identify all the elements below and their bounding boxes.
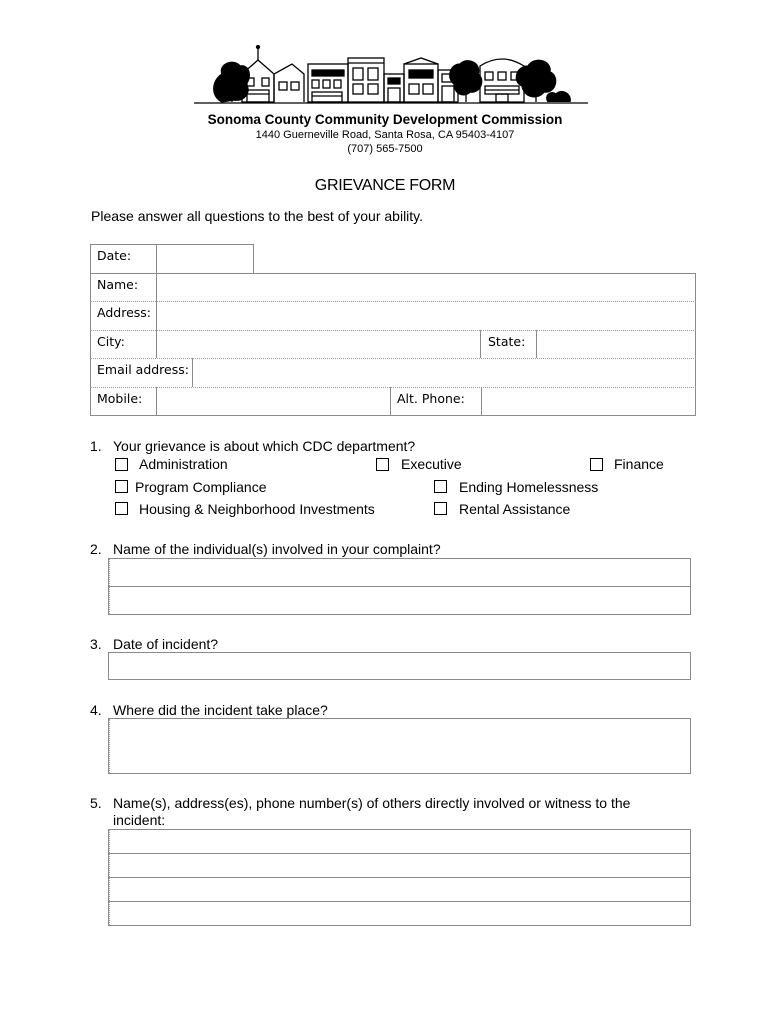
q5-answer-line-3[interactable] [110, 879, 689, 900]
form-instructions: Please answer all questions to the best of your ability. [91, 208, 424, 224]
question-text-continued: incident: [113, 812, 166, 828]
option-housing-neighborhood-label: Housing & Neighborhood Investments [139, 501, 375, 517]
option-finance-label: Finance [614, 456, 664, 472]
q2-answer-line-1[interactable] [110, 560, 689, 585]
organization-address: 1440 Guerneville Road, Santa Rosa, CA 95403-4107 [255, 129, 515, 141]
checkbox-rental-assistance[interactable] [434, 502, 447, 515]
cell-divider [390, 387, 391, 416]
alt-phone-label: Alt. Phone: [397, 391, 465, 406]
alt-phone-input[interactable] [482, 388, 695, 415]
checkbox-program-compliance[interactable] [115, 480, 128, 493]
mobile-input[interactable] [157, 388, 389, 415]
q5-answer-line-1[interactable] [110, 831, 689, 852]
town-skyline-logo [192, 44, 590, 106]
checkbox-housing-neighborhood[interactable] [115, 502, 128, 515]
q5-answer-line-4[interactable] [110, 903, 689, 924]
question-text: Date of incident? [113, 636, 219, 652]
organization-phone: (707) 565-7500 [347, 143, 423, 155]
question-number: 4. [90, 702, 102, 718]
option-program-compliance-label: Program Compliance [135, 479, 267, 495]
address-input[interactable] [157, 302, 695, 329]
city-input[interactable] [157, 331, 479, 357]
name-input[interactable] [157, 274, 695, 301]
checkbox-executive[interactable] [376, 458, 389, 471]
q5-answer-line-2[interactable] [110, 855, 689, 876]
question-text: Name(s), address(es), phone number(s) of others directly involved or witness to the [113, 795, 631, 811]
option-rental-assistance-label: Rental Assistance [459, 501, 571, 517]
name-label: Name: [97, 277, 139, 292]
row-divider [108, 877, 691, 878]
question-number: 2. [90, 541, 102, 557]
option-administration-label: Administration [139, 456, 228, 472]
form-title: GRIEVANCE FORM [314, 177, 456, 194]
email-input[interactable] [193, 359, 695, 386]
q3-answer-input[interactable] [110, 654, 689, 678]
question-5 [90, 795, 730, 831]
q4-answer-input[interactable] [110, 720, 689, 772]
row-divider [108, 901, 691, 902]
checkbox-finance[interactable] [590, 458, 603, 471]
question-number: 3. [90, 636, 102, 652]
state-input[interactable] [537, 331, 695, 357]
question-number: 1. [90, 438, 102, 454]
state-label: State: [488, 334, 526, 349]
city-label: City: [97, 334, 125, 349]
checkbox-administration[interactable] [115, 458, 128, 471]
question-text: Name of the individual(s) involved in your complaint? [113, 541, 441, 557]
option-ending-homelessness-label: Ending Homelessness [459, 479, 599, 495]
question-number: 5. [90, 795, 102, 811]
question-text: Your grievance is about which CDC department? [113, 438, 416, 454]
mobile-label: Mobile: [97, 391, 143, 406]
organization-name: Sonoma County Community Development Commission [207, 112, 563, 127]
q2-answer-line-2[interactable] [110, 588, 689, 613]
cell-divider [480, 330, 481, 358]
row-divider [108, 586, 691, 587]
option-executive-label: Executive [401, 456, 462, 472]
row-divider [108, 853, 691, 854]
date-label: Date: [97, 248, 132, 263]
address-label: Address: [97, 305, 151, 320]
email-label: Email address: [97, 362, 189, 377]
checkbox-ending-homelessness[interactable] [434, 480, 447, 493]
date-input[interactable] [157, 245, 253, 273]
question-text: Where did the incident take place? [113, 702, 328, 718]
